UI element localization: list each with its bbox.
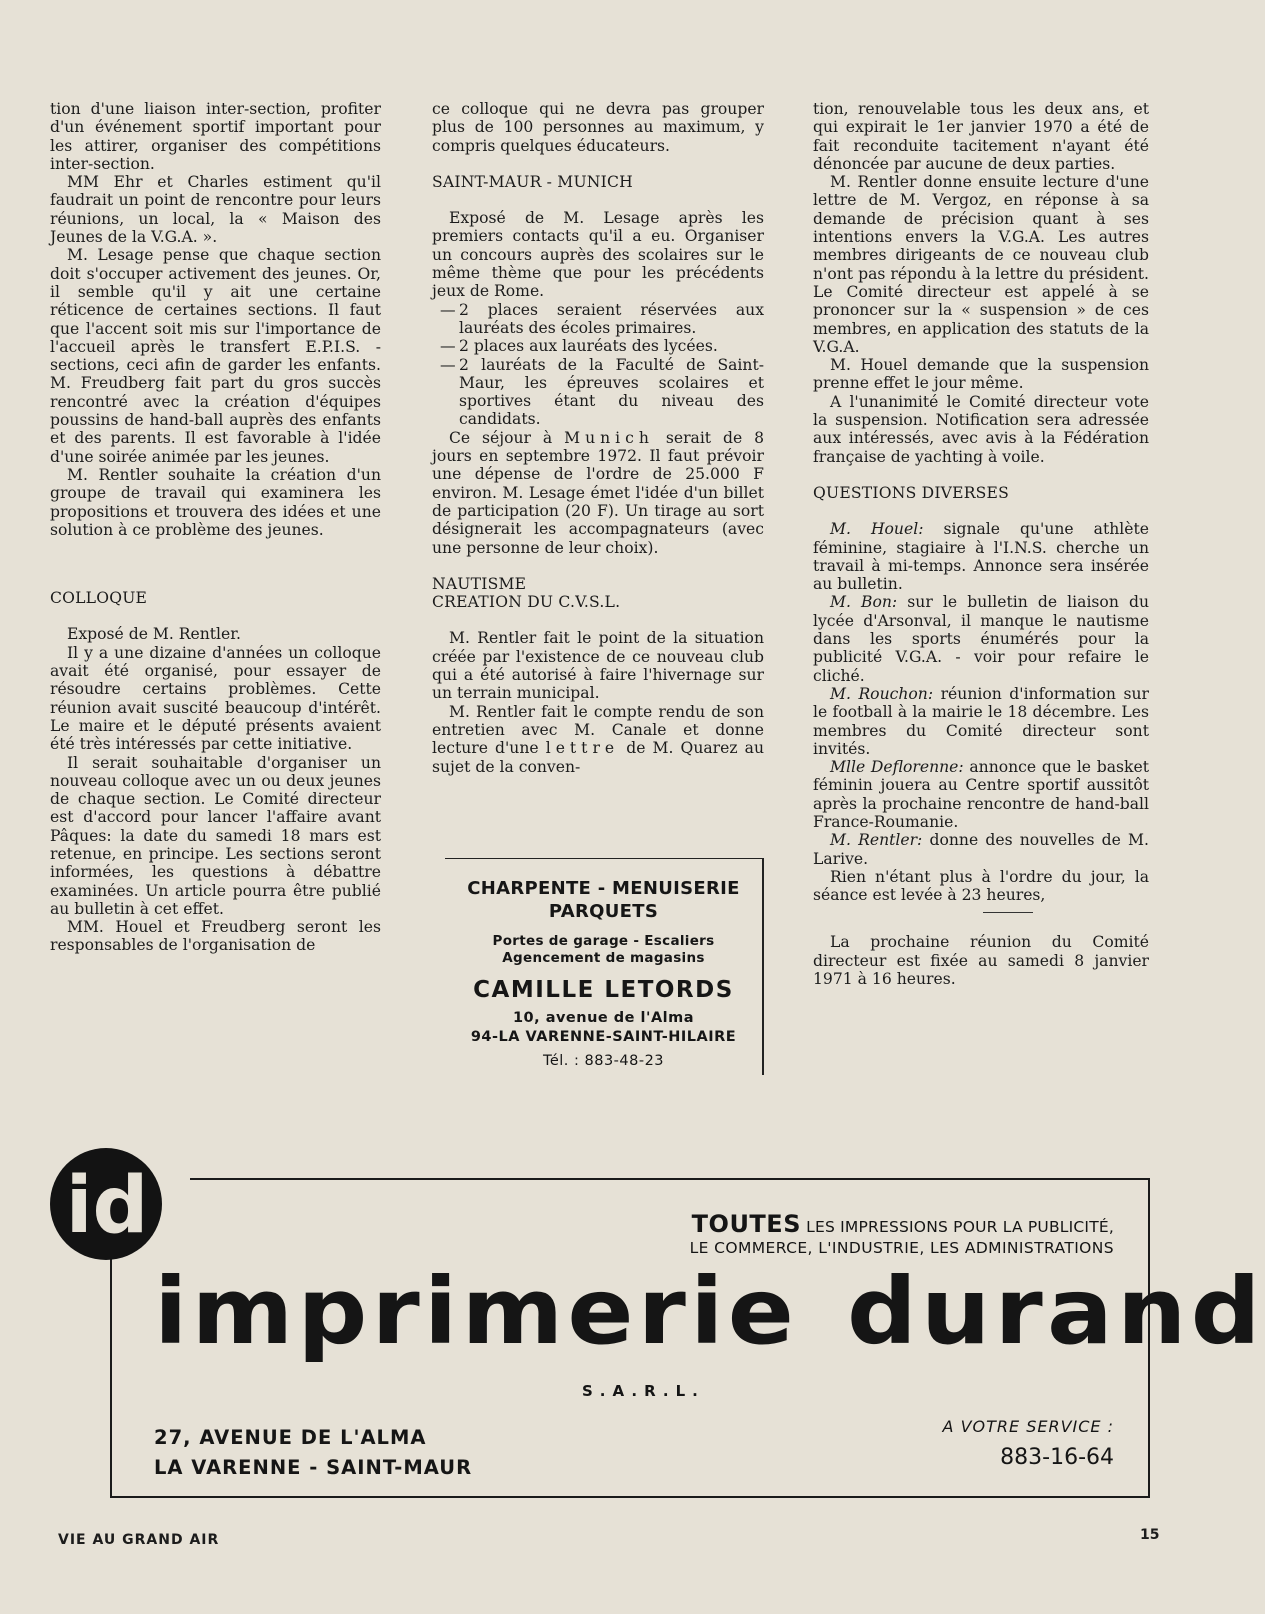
- ad-tagline-text: LES IMPRESSIONS POUR LA PUBLICITÉ,: [800, 1218, 1114, 1236]
- paragraph: [813, 593, 1149, 684]
- ad-company-name: CAMILLE LETORDS: [473, 977, 734, 1003]
- ad-address-line: 10, avenue de l'Alma: [512, 1010, 695, 1026]
- ad-address-line: 27, AVENUE DE L'ALMA: [154, 1426, 427, 1449]
- text-run: sur le bulletin de liaison du lycée d'Arsonval, il manque le nautisme dans les sports énumérés pour la publicité V.G.A. - voir pour refaire le cliché.: [813, 593, 1149, 685]
- ad-company-name: [154, 1258, 1265, 1365]
- list-item: — 2 places seraient réservées aux lauréats des écoles primaires.: [432, 301, 764, 338]
- text-run: Munich: [564, 428, 654, 447]
- paragraph: ce colloque qui ne devra pas grouper plus de 100 personnes au maximum, y compris quelques éducateurs.: [432, 100, 764, 155]
- ad-phone: Tél. : 883-48-23: [542, 1053, 665, 1069]
- text-run: annonce que le basket féminin jouera au Centre sportif aussitôt après la prochaine rencontre de hand-ball France-Roumanie.: [813, 758, 1149, 831]
- list-item: — 2 lauréats de la Faculté de Saint-Maur, les épreuves scolaires et sportives étant du niveau des candidats.: [432, 356, 764, 429]
- section-heading-nautisme: NAUTISME: [432, 574, 527, 593]
- text-run: réunion d'information sur le football à la mairie le 18 décembre. Les membres du Comité directeur sont invités.: [813, 684, 1149, 758]
- paragraph: La prochaine réunion du Comité directeur est fixée au samedi 8 janvier 1971 à 16 heures.: [813, 933, 1149, 989]
- paragraph: tion d'une liaison inter-section, profiter d'un événement sportif important pour les attirer, organiser des compétitions inter-section.: [50, 100, 381, 173]
- page-number: 15: [1140, 1527, 1160, 1543]
- paragraph: Exposé de M. Rentler.: [67, 625, 241, 644]
- ad-imprimerie-durand: [110, 1178, 1265, 1498]
- ad-name-part: durand: [846, 1258, 1265, 1365]
- paragraph: M. Rentler souhaite la création d'un groupe de travail qui examinera les propositions et trouvera des idées et une solution à ce problème des jeunes.: [50, 465, 381, 539]
- ad-tagline-emphasis: TOUTES: [691, 1210, 801, 1238]
- divider: [983, 912, 1033, 913]
- ad-title: CHARPENTE - MENUISERIE: [467, 878, 740, 899]
- ad-title: PARQUETS: [548, 901, 659, 922]
- ad-company-type: S.A.R.L.: [582, 1382, 705, 1400]
- speaker-name: M. Houel:: [830, 520, 924, 539]
- speaker-name: M. Rouchon:: [830, 684, 934, 703]
- ad-service-label: A VOTRE SERVICE :: [942, 1417, 1114, 1436]
- ad-charpente-menuiserie: [445, 858, 764, 1075]
- paragraph: M. Rentler donne ensuite lecture d'une lettre de M. Vergoz, en réponse à sa demande de précision quant à ses intentions envers la V.G.A. Les autres membres dirigeants de ce nouveau club n'ont pas répondu à la lettre du président. Le Comité directeur est appelé à se prononcer sur la « suspension » de ces membres, en application des statuts de la V.G.A.: [813, 173, 1149, 356]
- paragraph: M. Lesage pense que chaque section doit s'occuper activement des jeunes. Or, il semble qu'il y ait une certaine réticence de certaines sections. Il faut que l'accent soit mis sur l'importance de l'accueil après le transfert E.P.I.S. - sections, ceci afin de garder les enfants. M. Freudberg fait part du gros succès rencontré avec la création d'équipes poussins de hand-ball auprès des enfants et des parents. Il est favorable à l'idée d'une soirée animée par les jeunes.: [50, 246, 381, 466]
- paragraph: Il y a une dizaine d'années un colloque avait été organisé, pour essayer de résoudre certains problèmes. Cette réunion avait suscité beaucoup d'intérêt. Le maire et le député présents avaient été très intéressés par cette initiative.: [50, 643, 381, 754]
- ad-line: [445, 933, 762, 967]
- ad-address-line: 94-LA VARENNE-SAINT-HILAIRE: [470, 1029, 737, 1045]
- ad-address: [445, 1009, 762, 1047]
- ad-tagline: LE COMMERCE, L'INDUSTRIE, LES ADMINISTRATIONS: [689, 1239, 1114, 1257]
- text-run: M. Rentler fait le compte rendu de son entretien avec M. Canale et donne lecture d'une: [432, 702, 764, 758]
- text-run: signale qu'une athlète féminine, stagiaire à l'I.N.S. cherche un travail à mi-temps. Annonce sera insérée au bulletin.: [813, 520, 1149, 594]
- column-2: [432, 100, 764, 776]
- id-logo-icon: [50, 1148, 162, 1260]
- speaker-name: M. Bon:: [830, 593, 898, 612]
- id-logo: [50, 1148, 162, 1260]
- section-heading-cvsl: CREATION DU C.V.S.L.: [432, 593, 621, 612]
- text-run: donne des nouvelles de M. Larive.: [813, 831, 1149, 868]
- paragraph: Il serait souhaitable d'organiser un nouveau colloque avec un ou deux jeunes de chaque section. Le Comité directeur est d'accord pour lancer l'affaire avant Pâques: la date du samedi 18 mars est retenue, en principe. Les sections seront informées, les questions à débattre examinées. Un article pourra être publié au bulletin à cet effet.: [50, 753, 381, 918]
- ad-address: [154, 1423, 472, 1483]
- paragraph: [432, 703, 764, 776]
- text-run: Ce séjour à: [449, 428, 565, 447]
- column-3: [813, 100, 1149, 988]
- text-run: serait de 8 jours en septembre 1972. Il faut prévoir une dépense de l'ordre de 25.000 F environ. M. Lesage émet l'idée d'un billet de participation (20 F). Un tirage au sort désignerait les accompagnateurs (avec une personne de leur choix).: [432, 428, 764, 557]
- paragraph: [813, 685, 1149, 758]
- section-heading-colloque: COLLOQUE: [50, 589, 148, 608]
- text-run: de M. Quarez au sujet de la conven-: [432, 739, 764, 776]
- ad-line: [445, 877, 762, 923]
- speaker-name: M. Rentler:: [830, 831, 923, 850]
- paragraph: Rien n'étant plus à l'ordre du jour, la séance est levée à 23 heures,: [813, 867, 1149, 905]
- ad-address-line: LA VARENNE - SAINT-MAUR: [154, 1456, 473, 1479]
- ad-text: Agencement de magasins: [502, 950, 705, 966]
- text-run: lettre: [545, 739, 620, 758]
- section-heading-munich: SAINT-MAUR - MUNICH: [432, 172, 633, 191]
- paragraph: MM. Houel et Freudberg seront les responsables de l'organisation de: [50, 918, 381, 955]
- paragraph: Exposé de M. Lesage après les premiers contacts qu'il a eu. Organiser un concours auprès des scolaires sur le même thème que pour les précédents jeux de Rome.: [432, 209, 764, 301]
- paragraph: [813, 758, 1149, 831]
- speaker-name: Mlle Deflorenne:: [830, 758, 964, 777]
- paragraph: [813, 831, 1149, 868]
- section-heading-questions: QUESTIONS DIVERSES: [813, 483, 1010, 502]
- ad-tagline: [692, 1210, 1114, 1238]
- paragraph: M. Rentler fait le point de la situation créée par l'existence de ce nouveau club qui a été autorisé à faire l'hivernage sur un terrain municipal.: [432, 629, 764, 703]
- column-1: [50, 100, 381, 955]
- paragraph: MM Ehr et Charles estiment qu'il faudrait un point de rencontre pour leurs réunions, un local, la « Maison des Jeunes de la V.G.A. ».: [50, 173, 381, 247]
- paragraph: tion, renouvelable tous les deux ans, et qui expirait le 1er janvier 1970 a été de fait reconduite tacitement n'ayant été dénoncée par aucune de deux parties.: [813, 100, 1149, 173]
- list-item: — 2 places aux lauréats des lycées.: [432, 337, 764, 355]
- paragraph: [813, 520, 1149, 593]
- paragraph: [432, 429, 764, 557]
- footer-magazine-title: VIE AU GRAND AIR: [58, 1532, 220, 1548]
- ad-phone: 883-16-64: [1000, 1445, 1114, 1470]
- ad-name-part: imprimerie: [154, 1258, 799, 1365]
- logo-letters: id: [65, 1161, 149, 1251]
- paragraph: A l'unanimité le Comité directeur vote la suspension. Notification sera adressée aux intéressés, avec avis à la Fédération française de yachting à voile.: [813, 392, 1149, 466]
- paragraph: M. Houel demande que la suspension prenne effet le jour même.: [813, 356, 1149, 393]
- ad-text: Portes de garage - Escaliers: [492, 933, 715, 949]
